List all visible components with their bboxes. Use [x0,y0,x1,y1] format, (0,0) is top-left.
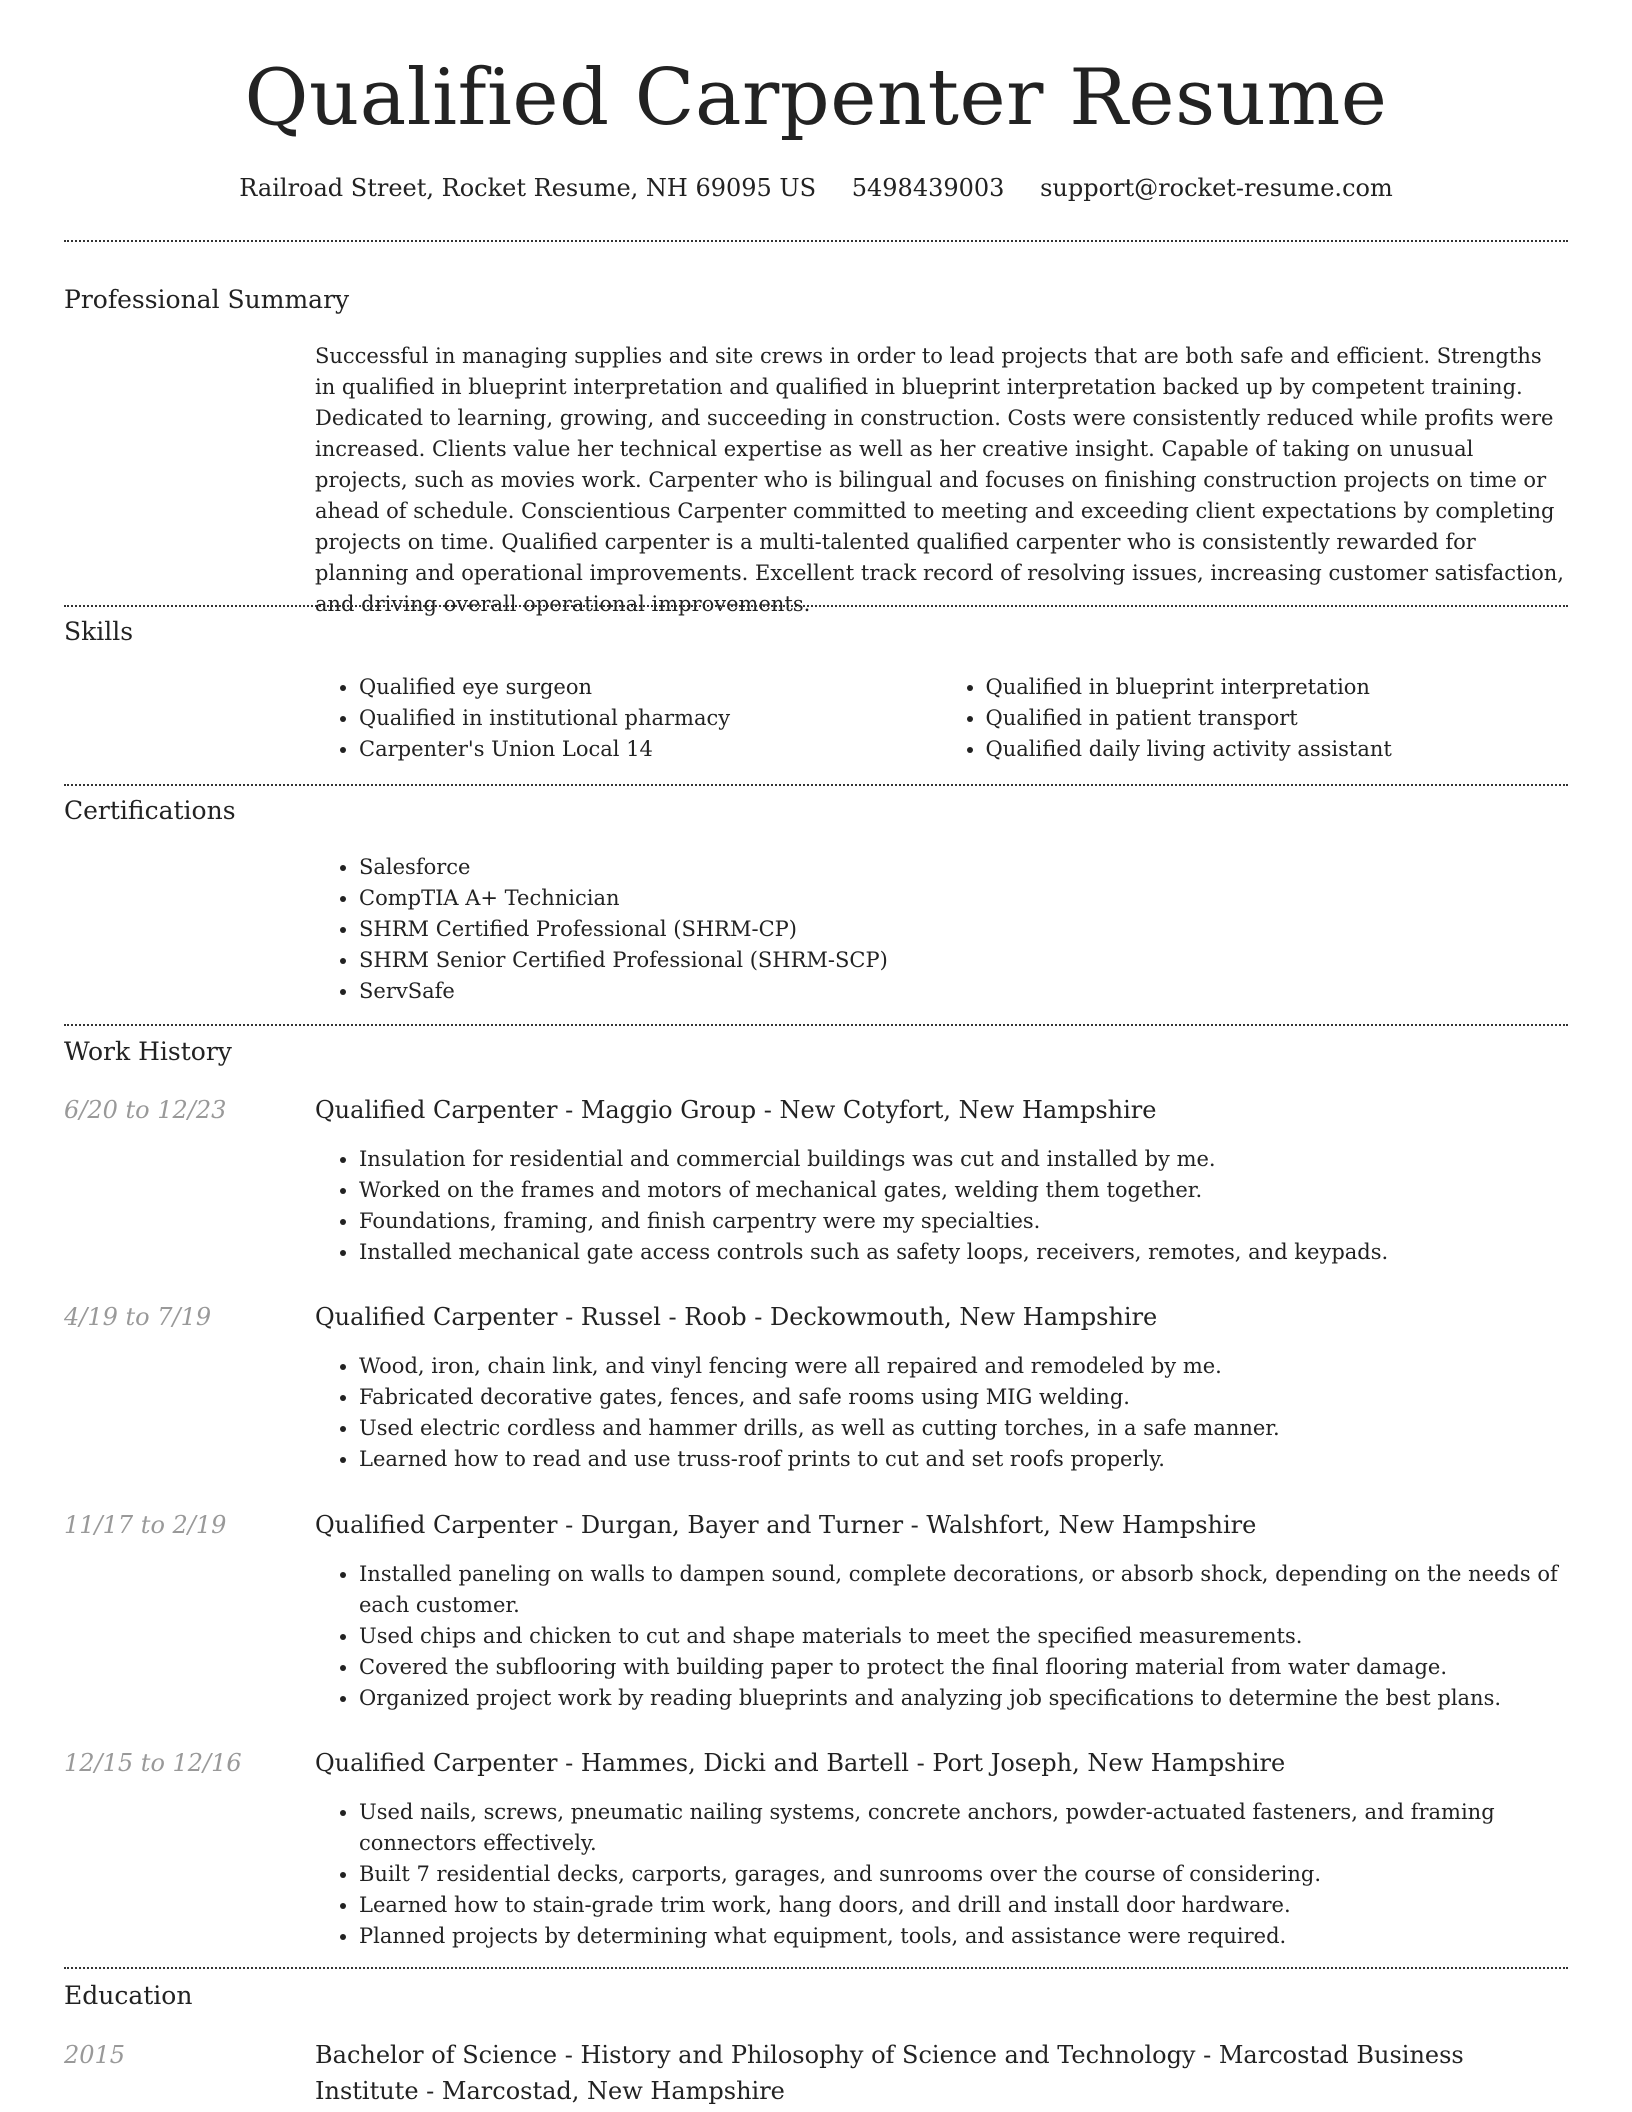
certification-item: • ServSafe [359,976,1568,1007]
education-date: 2015 [64,2041,126,2069]
job-bullet: • Used electric cordless and hammer drills, as well as cutting torches, in a safe manner. [359,1413,1568,1444]
job-bullet: • Worked on the frames and motors of mechanical gates, welding them together. [359,1175,1568,1206]
certification-item: • SHRM Senior Certified Professional (SHRM-SCP) [359,945,1568,976]
contact-phone: 5498439003 [851,174,1005,202]
skill-item: • Qualified in institutional pharmacy [359,703,942,734]
job-title: Qualified Carpenter - Hammes, Dicki and Bartell - Port Joseph, New Hampshire [315,1749,1286,1777]
job-bullet: • Planned projects by determining what equipment, tools, and assistance were required. [359,1921,1568,1952]
job-title: Qualified Carpenter - Maggio Group - New Cotyfort, New Hampshire [315,1096,1157,1124]
certifications-list [315,852,1568,1007]
education-title: Bachelor of Science - History and Philosophy of Science and Technology - Marcostad Business Institute - Marcostad, New Hampshire [315,2041,1464,2105]
skills-list [315,672,1568,765]
job-date: 6/20 to 12/23 [64,1096,227,1124]
section-divider [64,1967,1568,1969]
section-divider [64,784,1568,786]
certification-item: • Salesforce [359,852,1568,883]
contact-line [0,172,1632,204]
job-bullet: • Organized project work by reading blueprints and analyzing job specifications to determine the best plans. [359,1683,1568,1714]
job-bullets [315,1144,1568,1268]
summary-text: Successful in managing supplies and site crews in order to lead projects that are both safe and efficient. Strengths in qualified in blueprint interpretation and qualified in blueprint interpretation backed up by competent training. Dedicated to learning, growing, and succeeding in construction. Costs were consistently reduced while profits were increased. Clients value her technical expertise as well as her creative insight. Capable of taking on unusual projects, such as movies work. Carpenter who is bilingual and focuses on finishing construction projects on time or ahead of schedule. Conscientious Carpenter committed to meeting and exceeding client expectations by completing projects on time. Qualified carpenter is a multi-talented qualified carpenter who is consistently rewarded for planning and operational improvements. Excellent track record of resolving issues, increasing customer satisfaction, and driving overall operational improvements. [315,344,1564,616]
job-bullet: • Learned how to read and use truss-roof prints to cut and set roofs properly. [359,1444,1568,1475]
certification-item: • CompTIA A+ Technician [359,883,1568,914]
section-heading-work: Work History [64,1037,232,1066]
job-date: 11/17 to 2/19 [64,1511,227,1539]
job-bullet: • Built 7 residential decks, carports, garages, and sunrooms over the course of considering. [359,1859,1568,1890]
skill-item: • Qualified in blueprint interpretation [986,672,1569,703]
job-bullet: • Covered the subflooring with building paper to protect the final flooring material from water damage. [359,1652,1568,1683]
section-divider [64,240,1568,242]
job-title: Qualified Carpenter - Durgan, Bayer and Turner - Walshfort, New Hampshire [315,1511,1257,1539]
section-heading-education: Education [64,1981,193,2010]
section-heading-skills: Skills [64,617,134,646]
section-heading-certifications: Certifications [64,796,236,825]
section-divider [64,605,1568,607]
skills-column-left [315,672,942,765]
job-bullet: • Installed paneling on walls to dampen sound, complete decorations, or absorb shock, depending on the needs of each customer. [359,1559,1568,1621]
skill-item: • Qualified eye surgeon [359,672,942,703]
certification-item: • SHRM Certified Professional (SHRM-CP) [359,914,1568,945]
contact-address: Railroad Street, Rocket Resume, NH 69095 US [239,174,817,202]
job-date: 4/19 to 7/19 [64,1303,212,1331]
job-bullet: • Used chips and chicken to cut and shape materials to meet the specified measurements. [359,1621,1568,1652]
job-bullets [315,1351,1568,1475]
skill-item: • Qualified daily living activity assistant [986,734,1569,765]
job-date: 12/15 to 12/16 [64,1749,242,1777]
job-bullet: • Learned how to stain-grade trim work, hang doors, and drill and install door hardware. [359,1890,1568,1921]
section-divider [64,1024,1568,1026]
resume-title: Qualified Carpenter Resume [244,53,1388,143]
skill-item: • Carpenter's Union Local 14 [359,734,942,765]
job-bullet: • Foundations, framing, and finish carpentry were my specialties. [359,1206,1568,1237]
job-title: Qualified Carpenter - Russel - Roob - Deckowmouth, New Hampshire [315,1303,1158,1331]
section-heading-summary: Professional Summary [64,285,350,314]
contact-email: support@rocket-resume.com [1040,174,1393,202]
job-bullet: • Installed mechanical gate access controls such as safety loops, receivers, remotes, and keypads. [359,1237,1568,1268]
skills-column-right [942,672,1569,765]
job-bullet: • Fabricated decorative gates, fences, and safe rooms using MIG welding. [359,1382,1568,1413]
job-bullet: • Used nails, screws, pneumatic nailing systems, concrete anchors, powder-actuated fasteners, and framing connectors effectively. [359,1797,1568,1859]
skill-item: • Qualified in patient transport [986,703,1569,734]
job-bullet: • Wood, iron, chain link, and vinyl fencing were all repaired and remodeled by me. [359,1351,1568,1382]
job-bullet: • Insulation for residential and commercial buildings was cut and installed by me. [359,1144,1568,1175]
job-bullets [315,1559,1568,1714]
job-bullets [315,1797,1568,1952]
